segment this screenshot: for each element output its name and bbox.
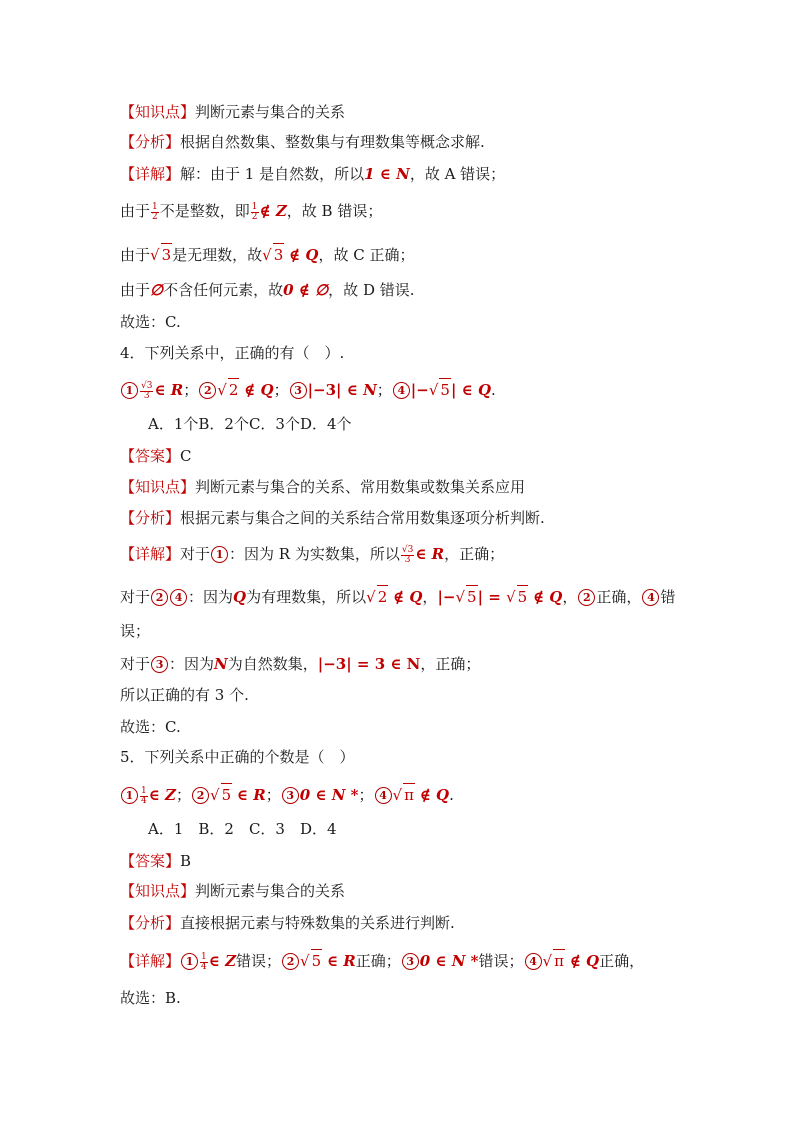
q4-knowledge-line bbox=[120, 476, 525, 498]
detail-text: 解：由于 1 是自然数，所以 bbox=[180, 165, 365, 183]
detail-text: 错误； bbox=[236, 952, 282, 970]
knowledge-tag: 【知识点】 bbox=[120, 103, 196, 121]
detail-tag: 【详解】 bbox=[120, 545, 181, 563]
fraction-half: $\frac{1}{2}$ bbox=[152, 201, 158, 222]
q3-knowledge-line bbox=[120, 101, 345, 123]
circled-3: 3 bbox=[151, 656, 168, 673]
q4-choice: 故选：C. bbox=[120, 718, 181, 736]
detail-text: 由于 bbox=[120, 202, 151, 220]
circled-2: 2 bbox=[151, 589, 168, 606]
detail-text: 为自然数集， bbox=[227, 655, 318, 673]
sqrt-three: √ 3 bbox=[262, 246, 284, 264]
circled-3: 3 bbox=[290, 382, 307, 399]
detail-text: 错 bbox=[660, 588, 676, 606]
answer-text: C bbox=[180, 447, 192, 465]
knowledge-tag: 【知识点】 bbox=[120, 882, 196, 900]
q3-detail-line-3 bbox=[120, 243, 414, 266]
fraction-half: $\frac{1}{2}$ bbox=[251, 201, 258, 222]
analysis-text: 根据元素与集合之间的关系结合常用数集逐项分析判断. bbox=[180, 509, 545, 527]
q4-answer-line bbox=[120, 445, 192, 467]
q3-choice: 故选：C. bbox=[120, 313, 181, 331]
q4-options: A．1个B．2个C．3个D．4个 bbox=[148, 415, 352, 433]
detail-text: ：因为 R 为实数集，所以 bbox=[229, 545, 400, 563]
circled-1: 1 bbox=[181, 953, 198, 970]
math-expr: 1 ∈ N bbox=[364, 165, 410, 183]
q5-detail-line: 【详解】 1 $\frac{1}{4}$ ∈ Z错误； 2 √ 5 ∈ R正确； 3 0 ∈ N *错误； 4 √ π ∉ Q正确， bbox=[120, 949, 644, 972]
circled-4: 4 bbox=[375, 787, 392, 804]
circled-3: 3 bbox=[402, 953, 419, 970]
answer-text: B bbox=[180, 852, 192, 870]
detail-tag: 【详解】 bbox=[120, 165, 181, 183]
analysis-tag: 【分析】 bbox=[120, 914, 181, 932]
q4-analysis-line bbox=[120, 507, 545, 529]
detail-text: ，故 A 错误； bbox=[409, 165, 506, 183]
q3-detail-line-1 bbox=[120, 163, 505, 185]
analysis-text: 直接根据元素与特殊数集的关系进行判断. bbox=[180, 914, 455, 932]
empty-set: ∅ bbox=[150, 281, 164, 299]
circled-1: 1 bbox=[121, 787, 138, 804]
detail-text: 不是整数，即 bbox=[159, 202, 250, 220]
q4-detail-line-3: 对于 3 ：因为N为自然数集，|−3| = 3 ∈ N，正确； bbox=[120, 655, 481, 673]
q3-detail-line-2 bbox=[120, 200, 382, 222]
q5-answer-line bbox=[120, 850, 191, 872]
detail-text: 错误； bbox=[478, 952, 524, 970]
math-expr: ∉ Q bbox=[289, 246, 319, 264]
detail-text: ：因为 bbox=[188, 588, 234, 606]
q5-analysis-line bbox=[120, 912, 455, 934]
q5-options: A．1 B．2 C．3 D．4 bbox=[148, 820, 337, 838]
fraction-sqrt3-over-3: $\frac{√3}{3}$ bbox=[401, 544, 414, 565]
circled-4: 4 bbox=[170, 589, 187, 606]
q3-analysis-line bbox=[120, 131, 485, 153]
detail-text: 为有理数集，所以 bbox=[246, 588, 367, 606]
q3-detail-line-4 bbox=[120, 279, 415, 301]
analysis-tag: 【分析】 bbox=[120, 133, 181, 151]
fraction-sqrt3-over-3: $\frac{√3}{3}$ bbox=[141, 380, 153, 401]
detail-text: ，故 C 正确； bbox=[318, 246, 415, 264]
q5-stem: 5．下列关系中正确的个数是（ ） bbox=[120, 748, 355, 766]
detail-text: 由于 bbox=[120, 281, 151, 299]
q4-detail-line-2: 对于 2 4 ：因为Q为有理数集，所以√ 2 ∉ Q，|−√ 5| = √ 5 ∉ Q， 2 正确， 4 错 bbox=[120, 585, 675, 608]
detail-text: 对于 bbox=[120, 588, 151, 606]
circled-2: 2 bbox=[192, 787, 209, 804]
math-expr: |−3| = 3 ∈ N bbox=[317, 655, 421, 673]
detail-text: 正确； bbox=[355, 952, 401, 970]
detail-text: 对于 bbox=[180, 545, 211, 563]
q5-knowledge-line bbox=[120, 880, 345, 902]
detail-text: ，正确； bbox=[420, 655, 481, 673]
detail-text: ，故 D 错误. bbox=[328, 281, 415, 299]
detail-text: ：因为 bbox=[169, 655, 215, 673]
circled-3: 3 bbox=[282, 787, 299, 804]
knowledge-text: 判断元素与集合的关系 bbox=[195, 882, 346, 900]
detail-text: 是无理数，故 bbox=[172, 246, 263, 264]
circled-2: 2 bbox=[199, 382, 216, 399]
math-expr: ∉ Z bbox=[259, 202, 287, 220]
q5-choice: 故选：B. bbox=[120, 989, 181, 1007]
answer-tag: 【答案】 bbox=[120, 852, 181, 870]
q4-stem: 4．下列关系中，正确的有（ ）. bbox=[120, 344, 345, 362]
circled-2: 2 bbox=[282, 953, 299, 970]
analysis-text: 根据自然数集、整数集与有理数集等概念求解. bbox=[180, 133, 485, 151]
answer-tag: 【答案】 bbox=[120, 447, 181, 465]
knowledge-text: 判断元素与集合的关系、常用数集或数集关系应用 bbox=[195, 478, 526, 496]
sqrt-three: √ 3 bbox=[150, 246, 172, 264]
detail-tag: 【详解】 bbox=[120, 952, 181, 970]
detail-text: 正确， bbox=[599, 952, 645, 970]
circled-4: 4 bbox=[393, 382, 410, 399]
analysis-tag: 【分析】 bbox=[120, 509, 181, 527]
detail-text: 不含任何元素，故 bbox=[163, 281, 284, 299]
detail-text: 对于 bbox=[120, 655, 151, 673]
q5-statements: 1 $\frac{1}{4}$ ∈ Z； 2 √ 5 ∈ R； 3 0 ∈ N *； 4 √ π ∉ Q. bbox=[120, 783, 454, 806]
circled-4: 4 bbox=[642, 589, 659, 606]
q4-detail-line-1: 【详解】对于 1 ：因为 R 为实数集，所以 $\frac{√3}{3}$ ∈ R，正确； bbox=[120, 544, 505, 565]
circled-4: 4 bbox=[525, 953, 542, 970]
detail-text: ，故 B 错误； bbox=[286, 202, 383, 220]
detail-text: 由于 bbox=[120, 246, 151, 264]
detail-text: 正确， bbox=[596, 588, 642, 606]
knowledge-tag: 【知识点】 bbox=[120, 478, 196, 496]
circled-2: 2 bbox=[578, 589, 595, 606]
knowledge-text: 判断元素与集合的关系 bbox=[195, 103, 346, 121]
fraction-quarter: $\frac{1}{4}$ bbox=[201, 951, 207, 972]
circled-1: 1 bbox=[211, 546, 228, 563]
math-expr: 0 ∉ ∅ bbox=[283, 281, 329, 299]
q4-statements: 1 $\frac{√3}{3}$ ∈ R； 2 √ 2 ∉ Q； 3 |−3| ∈ N； 4 |−√ 5| ∈ Q. bbox=[120, 378, 496, 401]
q4-count: 所以正确的有 3 个. bbox=[120, 686, 249, 704]
fraction-quarter: $\frac{1}{4}$ bbox=[141, 785, 147, 806]
q4-detail-line-2-cont: 误； bbox=[120, 622, 151, 640]
detail-text: ，正确； bbox=[444, 545, 505, 563]
circled-1: 1 bbox=[121, 382, 138, 399]
